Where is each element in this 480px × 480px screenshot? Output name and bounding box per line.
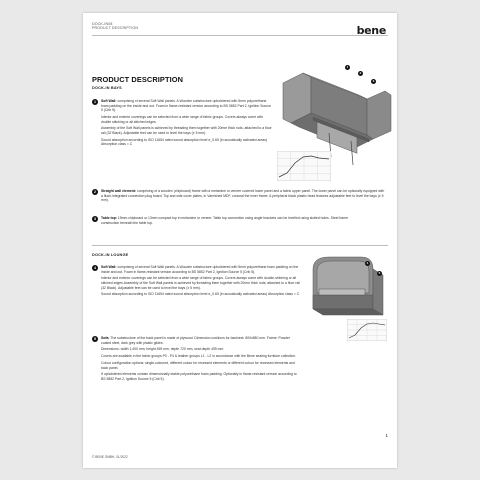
body: The substructure of the back panel is made of plywood. Dimension cushions for backrest: 800x580 mm. Frame: Powder coated steel, dark grey with plastic glides.	[101, 336, 290, 345]
body: Covers are available in the fabric groups P0 - P4 & leather groups L1 - L2 in accordance with the Bene seating furniture collection.	[101, 354, 297, 359]
sound-absorption-chart	[347, 319, 387, 341]
marker-2: 2	[94, 190, 96, 194]
marker-1: 1	[94, 100, 96, 104]
body: comprising of several Soft Wall panels. A Wooden substructure upholstered with 5mm polyurethane foam padding on the inside and out. Foam in flame-resistant version according to BS 5852 Part 2, Ignition Source 5 (Crib 5).	[101, 265, 299, 274]
label: Table top:	[101, 216, 117, 220]
body: Interior and exterior coverings can be selected from a wide range of fabric groups. Covers always come with double-stitching or all stitched edges.Assembly of the Soft Wall panels is achieved by threading them together with 20mm thick rods, attached to a floor rail (32 Black). Adjustable feet can be used to level the bays (± 5 mm).	[101, 276, 300, 290]
page-title: PRODUCT DESCRIPTION	[92, 75, 184, 84]
label: Soft Wall:	[101, 265, 117, 269]
header-section-label: PRODUCT DESCRIPTION	[92, 26, 139, 31]
body: Colour configuration options: single-coloured, different colour for recessed elements or different colour for recessed elements and back panel.	[101, 360, 295, 370]
bays-straight-wall-text	[101, 189, 387, 205]
body: comprising of several Soft Wall panels. A Wooden substructure upholstered with 5mm polyurethane foam padding on the inside and out. Foam in flame-resistant version according to BS 5852 Part 2, Ignition Source 5 (Crib 5).	[101, 99, 272, 113]
sound-absorption-chart	[277, 151, 331, 181]
body: Interior and exterior coverings can be selected from a wide range of fabric groups. Covers always come with double stitching or all stitched edges.	[101, 114, 264, 124]
page-header	[92, 22, 138, 31]
lounge-sofa-text	[101, 336, 301, 384]
section-divider	[92, 245, 388, 246]
marker-4: 4	[94, 266, 96, 270]
header-divider	[92, 35, 388, 36]
page-number: 1	[385, 433, 388, 438]
body: Dimensions: width 1,400 mm, height 459 mm, depth 720 mm, seat depth 495 mm	[101, 347, 224, 352]
callout-2: 2	[359, 71, 362, 75]
product-code: DOCK-IN08	[92, 22, 113, 26]
section-heading-dock-in-bays: DOCK-IN BAYS	[92, 86, 122, 90]
body: If upholstered elements contain dimensionally stable polyurethane foam padding. Optionally in flame-resistant version according to BS 5852 Part 2, Ignition Source 5 (Crib 5).	[101, 372, 297, 381]
callout-4: 4	[366, 261, 369, 265]
callout-1: 1	[346, 65, 349, 69]
marker-3: 3	[94, 217, 96, 221]
label: Straight wall element:	[101, 189, 137, 193]
marker-5: 5	[94, 337, 96, 341]
bays-soft-wall-text	[101, 99, 273, 149]
body: 19mm chipboard or 13mm compact top in melamine or veneer. Table top connection using angle brackets can be levelled using slotted holes. Steel frame construction beneath the table top.	[101, 216, 348, 225]
section-heading-dock-in-lounge: DOCK-IN LOUNGE	[92, 253, 129, 257]
label: Sofa:	[101, 336, 110, 340]
callout-3: 3	[372, 79, 375, 83]
bene-logo: bene	[356, 24, 386, 37]
body: comprising of a wooden (chipboard) frame with a melamine or veneer covered lower panel and a fabric upper panel. The lower panel can be optionally equipped with a flush-integrated connection plug board. Top and side cover plates, in Varnished MDF, conceal the inner frame. A peripheral black plastic head features adjustable feet to level the bays (± 5 mm).	[101, 189, 385, 203]
body: Assembly of the Soft Wall panels is achieved by threading them together with 20mm thick rods, attached to a floor rail (32 Black). Adjustable feet can be used to level the bays (± 5 mm).	[101, 126, 272, 135]
body: Sound absorption according to ISO 11654 rated sound absorption level α_0.65 (in acoustically activated areas) Absorption class = C	[101, 292, 300, 297]
document-page	[83, 13, 397, 468]
footer-copyright: © BENE GMBH, 01/2022	[92, 455, 128, 459]
callout-5: 5	[378, 271, 381, 275]
label: Soft Wall:	[101, 99, 117, 103]
bays-table-top-text	[101, 216, 351, 227]
lounge-soft-wall-text	[101, 265, 301, 299]
body: Sound absorption according to ISO 11654 rated sound absorption level α_0.65 (in acoustically activated areas) Absorption class = C	[101, 137, 268, 147]
